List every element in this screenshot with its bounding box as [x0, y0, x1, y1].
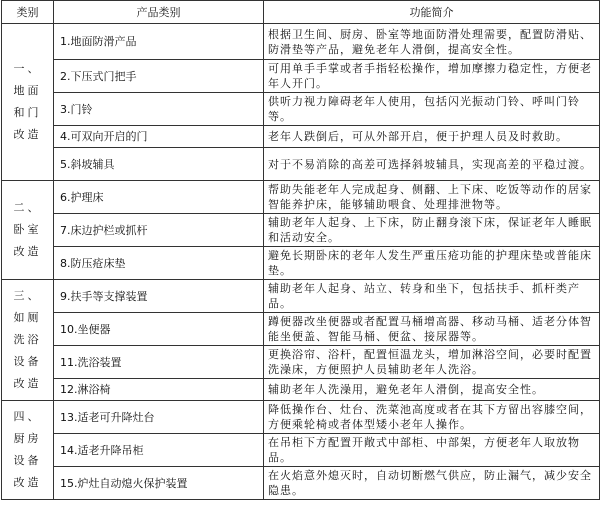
- description-cell: 帮助失能老年人完成起身、侧翻、上下床、吃饭等动作的居家智能养护床，能够辅助喂食、处理排泄物等。: [264, 181, 600, 214]
- table-row: [2, 24, 600, 60]
- table-row: [2, 148, 600, 181]
- table-row: [2, 93, 600, 126]
- table-row: [2, 434, 600, 467]
- description-cell: 根据卫生间、厨房、卧室等地面防滑处理需要，配置防滑贴、防滑垫等产品，避免老年人滑倒，提高安全性。: [264, 24, 600, 60]
- header-product: 产品类别: [54, 1, 264, 24]
- product-cell: 1.地面防滑产品: [54, 24, 264, 60]
- product-cell: 10.坐便器: [54, 313, 264, 346]
- product-cell: 15.炉灶自动熄火保护装置: [54, 467, 264, 500]
- renovation-product-table: [1, 0, 600, 500]
- header-row: [2, 1, 600, 24]
- table-row: [2, 346, 600, 379]
- description-cell: 对于不易消除的高差可选择斜坡辅具，实现高差的平稳过渡。: [264, 148, 600, 181]
- description-cell: 在火焰意外熄灭时，自动切断燃气供应，防止漏气，减少安全隐患。: [264, 467, 600, 500]
- table-row: [2, 126, 600, 148]
- product-cell: 9.扶手等支撑装置: [54, 280, 264, 313]
- category-cell-kitchen: 四、厨房设备改造: [2, 401, 54, 500]
- description-cell: 可用单手手掌或者手指轻松操作，增加摩擦力稳定性，方便老年人开门。: [264, 60, 600, 93]
- table-row: [2, 379, 600, 401]
- category-cell-toilet-bath: 三、如厕洗浴设备改造: [2, 280, 54, 401]
- product-cell: 2.下压式门把手: [54, 60, 264, 93]
- category-cell-floor-door: 一、地面和门改造: [2, 24, 54, 181]
- table-row: [2, 214, 600, 247]
- product-cell: 13.适老可升降灶台: [54, 401, 264, 434]
- description-cell: 降低操作台、灶台、洗菜池高度或者在其下方留出容膝空间，方便乘轮椅或者体型矮小老年人操作。: [264, 401, 600, 434]
- description-cell: 辅助老年人洗澡用，避免老年人滑倒，提高安全性。: [264, 379, 600, 401]
- table-row: [2, 247, 600, 280]
- product-cell: 11.洗浴装置: [54, 346, 264, 379]
- product-cell: 6.护理床: [54, 181, 264, 214]
- description-cell: 辅助老年人起身、站立、转身和坐下，包括扶手、抓杆类产品。: [264, 280, 600, 313]
- description-cell: 更换浴帘、浴杆，配置恒温龙头，增加淋浴空间，必要时配置洗澡床，方便照护人员辅助老年人洗浴。: [264, 346, 600, 379]
- description-cell: 供听力视力障碍老年人使用，包括闪光振动门铃、呼叫门铃等。: [264, 93, 600, 126]
- description-cell: 避免长期卧床的老年人发生严重压疮功能的护理床垫或普能床垫。: [264, 247, 600, 280]
- category-cell-bedroom: 二、卧室改造: [2, 181, 54, 280]
- description-cell: 蹲便器改坐便器或者配置马桶增高器、移动马桶、适老分体智能坐便盖、智能马桶、便盆、接尿器等。: [264, 313, 600, 346]
- product-cell: 4.可双向开启的门: [54, 126, 264, 148]
- table-row: [2, 60, 600, 93]
- product-cell: 8.防压疮床垫: [54, 247, 264, 280]
- product-cell: 3.门铃: [54, 93, 264, 126]
- product-cell: 12.淋浴椅: [54, 379, 264, 401]
- table-row: [2, 401, 600, 434]
- description-cell: 老年人跌倒后，可从外部开启，便于护理人员及时救助。: [264, 126, 600, 148]
- header-function: 功能简介: [264, 1, 600, 24]
- table-row: [2, 181, 600, 214]
- description-cell: 在吊柜下方配置开敞式中部柜、中部架，方便老年人取放物品。: [264, 434, 600, 467]
- description-cell: 辅助老年人起身、上下床，防止翻身滚下床，保证老年人睡眠和活动安全。: [264, 214, 600, 247]
- header-category: 类别: [2, 1, 54, 24]
- product-cell: 14.适老升降吊柜: [54, 434, 264, 467]
- table-row: [2, 280, 600, 313]
- product-cell: 5.斜坡辅具: [54, 148, 264, 181]
- product-cell: 7.床边护栏或抓杆: [54, 214, 264, 247]
- table-row: [2, 313, 600, 346]
- table-row: [2, 467, 600, 500]
